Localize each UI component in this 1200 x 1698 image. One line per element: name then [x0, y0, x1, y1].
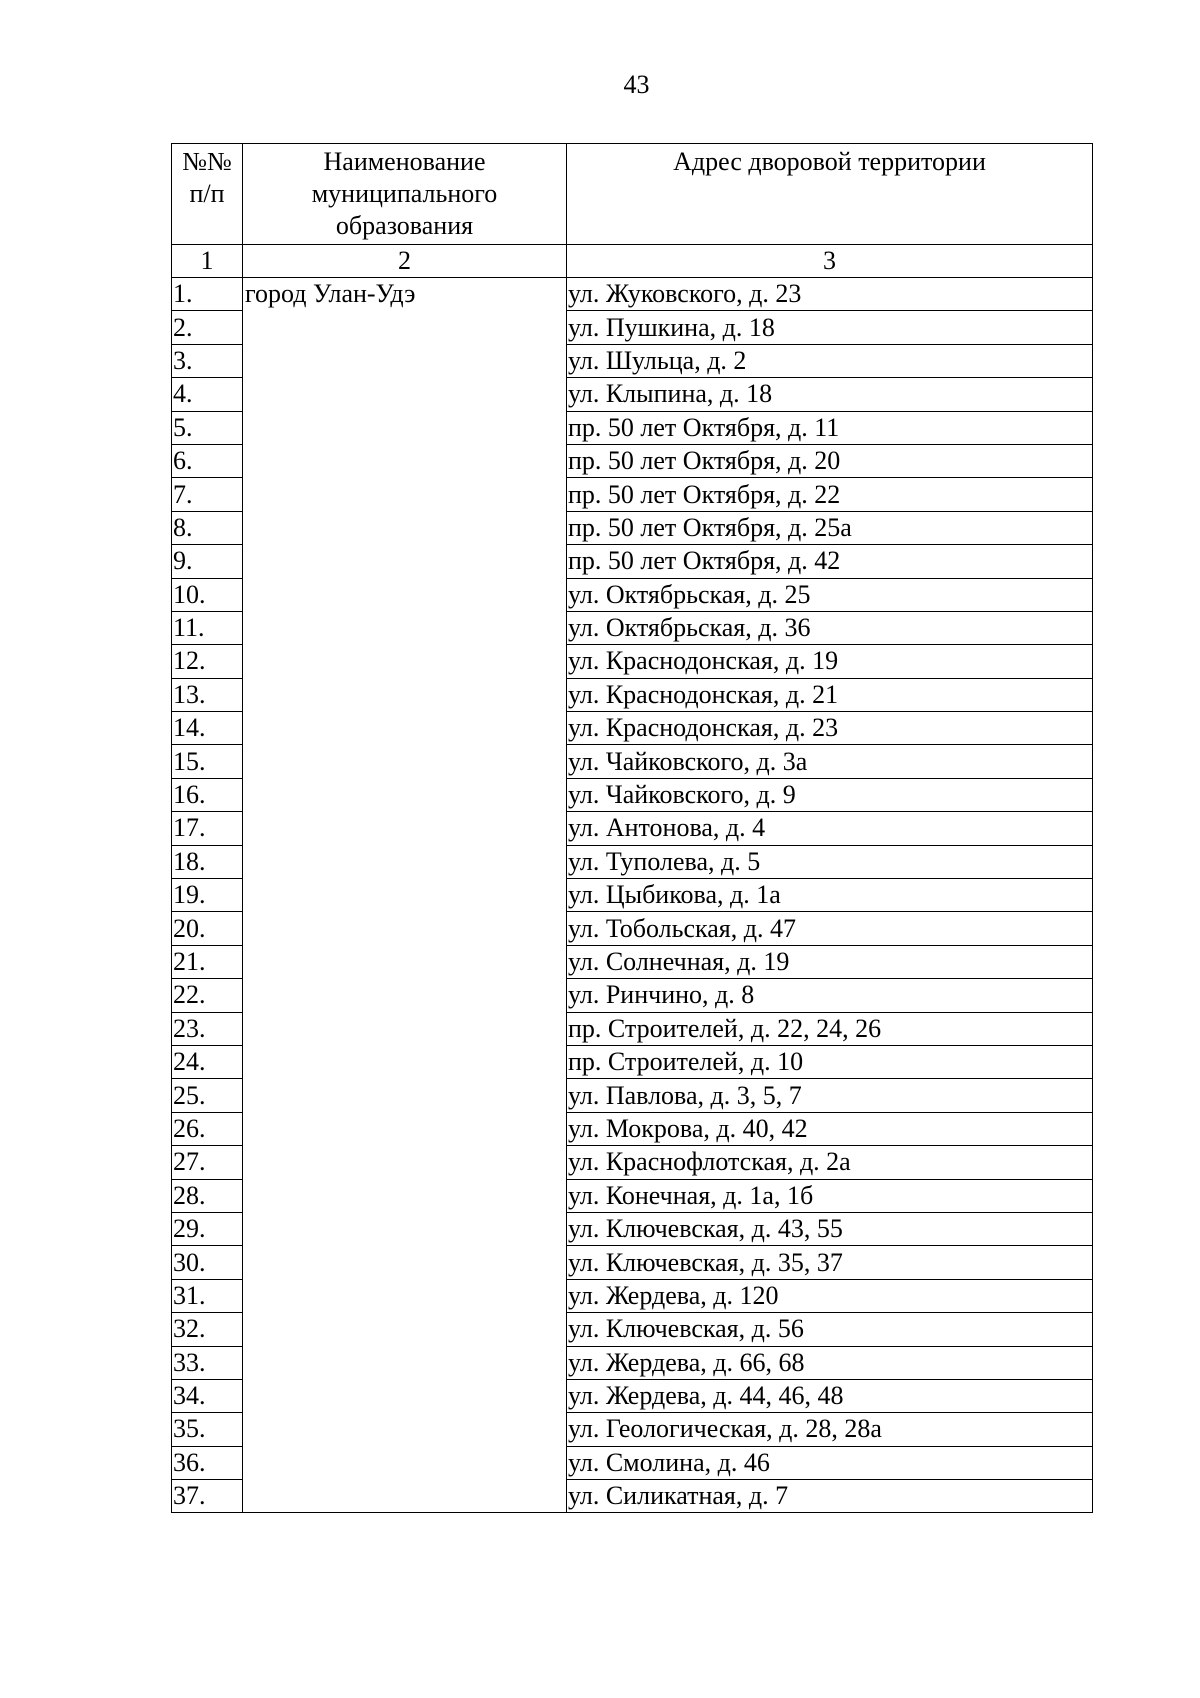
row-address: ул. Пушкина, д. 18	[567, 311, 1093, 344]
header-municipality: Наименование муниципального образования	[243, 144, 567, 245]
row-address: ул. Чайковского, д. 3а	[567, 745, 1093, 778]
row-address: ул. Конечная, д. 1а, 1б	[567, 1179, 1093, 1212]
page-number: 43	[623, 70, 650, 99]
row-number: 27.	[172, 1146, 243, 1179]
row-address: ул. Ключевская, д. 35, 37	[567, 1246, 1093, 1279]
row-address: ул. Шульца, д. 2	[567, 344, 1093, 377]
table-body	[172, 278, 1093, 1513]
row-number: 34.	[172, 1379, 243, 1412]
row-address: пр. 50 лет Октября, д. 25а	[567, 511, 1093, 544]
row-address: ул. Октябрьская, д. 36	[567, 611, 1093, 644]
row-address: ул. Павлова, д. 3, 5, 7	[567, 1079, 1093, 1112]
row-address: ул. Жуковского, д. 23	[567, 278, 1093, 311]
row-number: 2.	[172, 311, 243, 344]
row-address: ул. Мокрова, д. 40, 42	[567, 1112, 1093, 1145]
row-address: ул. Смолина, д. 46	[567, 1446, 1093, 1479]
row-number: 36.	[172, 1446, 243, 1479]
row-address: ул. Силикатная, д. 7	[567, 1480, 1093, 1513]
row-number: 6.	[172, 444, 243, 477]
row-address: ул. Краснодонская, д. 21	[567, 678, 1093, 711]
header-address: Адрес дворовой территории	[567, 144, 1093, 245]
row-address: ул. Краснофлотская, д. 2а	[567, 1146, 1093, 1179]
row-number: 32.	[172, 1313, 243, 1346]
row-address: ул. Чайковского, д. 9	[567, 778, 1093, 811]
row-number: 30.	[172, 1246, 243, 1279]
row-number: 11.	[172, 611, 243, 644]
territory-table	[171, 143, 1093, 1513]
row-address: пр. 50 лет Октября, д. 42	[567, 545, 1093, 578]
row-address: ул. Цыбикова, д. 1а	[567, 879, 1093, 912]
row-address: ул. Ключевская, д. 43, 55	[567, 1212, 1093, 1245]
row-number: 8.	[172, 511, 243, 544]
row-number: 5.	[172, 411, 243, 444]
row-number: 10.	[172, 578, 243, 611]
row-address: ул. Жердева, д. 120	[567, 1279, 1093, 1312]
row-number: 37.	[172, 1480, 243, 1513]
row-number: 9.	[172, 545, 243, 578]
row-address: пр. Строителей, д. 22, 24, 26	[567, 1012, 1093, 1045]
row-number: 21.	[172, 945, 243, 978]
row-address: ул. Октябрьская, д. 25	[567, 578, 1093, 611]
table-row	[172, 278, 1093, 311]
row-address: ул. Ключевская, д. 56	[567, 1313, 1093, 1346]
row-number: 24.	[172, 1045, 243, 1078]
header-row	[172, 144, 1093, 245]
row-number: 20.	[172, 912, 243, 945]
row-address: ул. Тобольская, д. 47	[567, 912, 1093, 945]
row-number: 29.	[172, 1212, 243, 1245]
row-address: ул. Солнечная, д. 19	[567, 945, 1093, 978]
row-number: 31.	[172, 1279, 243, 1312]
row-number: 15.	[172, 745, 243, 778]
row-address: пр. 50 лет Октября, д. 11	[567, 411, 1093, 444]
column-number-3: 3	[567, 245, 1093, 278]
row-address: ул. Жердева, д. 66, 68	[567, 1346, 1093, 1379]
row-number: 22.	[172, 979, 243, 1012]
row-address: ул. Ринчино, д. 8	[567, 979, 1093, 1012]
row-number: 17.	[172, 812, 243, 845]
column-number-2: 2	[243, 245, 567, 278]
row-number: 25.	[172, 1079, 243, 1112]
row-address: ул. Краснодонская, д. 19	[567, 645, 1093, 678]
row-address: ул. Клыпина, д. 18	[567, 378, 1093, 411]
row-number: 19.	[172, 879, 243, 912]
row-address: ул. Туполева, д. 5	[567, 845, 1093, 878]
row-address: пр. 50 лет Октября, д. 20	[567, 444, 1093, 477]
row-address: пр. 50 лет Октября, д. 22	[567, 478, 1093, 511]
row-address: пр. Строителей, д. 10	[567, 1045, 1093, 1078]
row-number: 12.	[172, 645, 243, 678]
row-address: ул. Антонова, д. 4	[567, 812, 1093, 845]
column-number-1: 1	[172, 245, 243, 278]
row-number: 35.	[172, 1413, 243, 1446]
row-number: 28.	[172, 1179, 243, 1212]
row-number: 16.	[172, 778, 243, 811]
row-number: 3.	[172, 344, 243, 377]
row-number: 14.	[172, 712, 243, 745]
header-number: №№ п/п	[172, 144, 243, 245]
row-number: 4.	[172, 378, 243, 411]
row-number: 13.	[172, 678, 243, 711]
row-number: 23.	[172, 1012, 243, 1045]
municipality-cell: город Улан-Удэ	[243, 278, 567, 1513]
row-address: ул. Краснодонская, д. 23	[567, 712, 1093, 745]
row-number: 26.	[172, 1112, 243, 1145]
column-number-row	[172, 245, 1093, 278]
row-number: 33.	[172, 1346, 243, 1379]
row-address: ул. Жердева, д. 44, 46, 48	[567, 1379, 1093, 1412]
row-number: 1.	[172, 278, 243, 311]
row-number: 18.	[172, 845, 243, 878]
row-number: 7.	[172, 478, 243, 511]
row-address: ул. Геологическая, д. 28, 28а	[567, 1413, 1093, 1446]
